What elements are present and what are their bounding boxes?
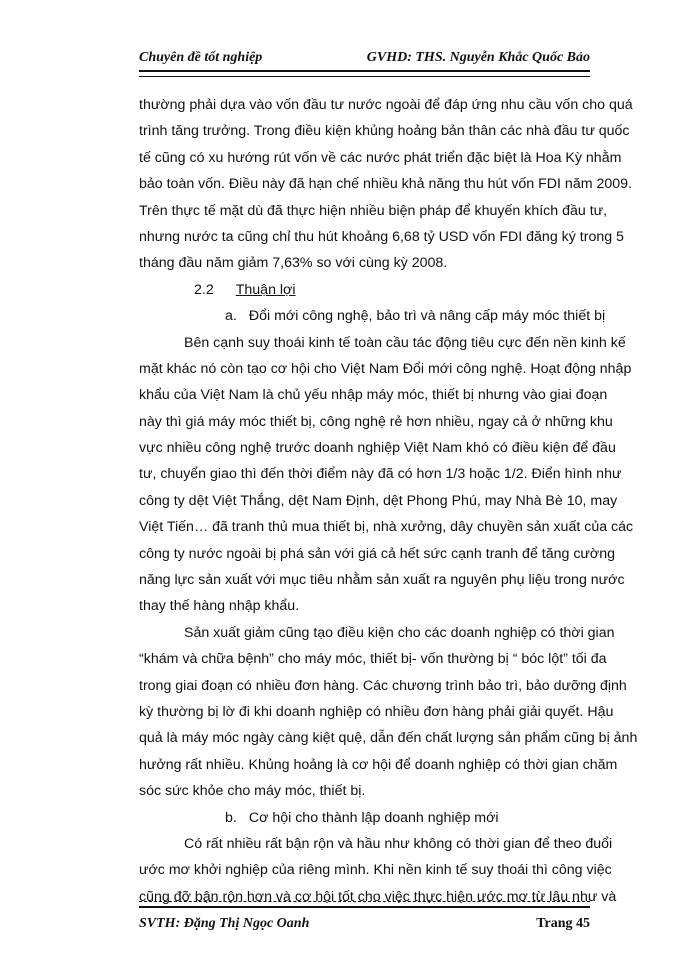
subsection-letter: b. <box>225 809 237 826</box>
text-line: thường phải dựa vào vốn đầu tư nước ngoài để đáp ứng nhu cầu vốn cho quá <box>139 97 633 113</box>
text-line: Sản xuất giảm cũng tạo điều kiện cho các doanh nghiệp có thời gian <box>184 624 615 641</box>
text-line: sóc sức khỏe cho máy móc, thiết bị. <box>139 783 366 800</box>
text-line: mặt khác nó còn tạo cơ hội cho Việt Nam Đổi mới công nghệ. Hoạt động nhập <box>139 360 632 377</box>
subsection-title: Đổi mới công nghệ, bảo trì và nâng cấp máy móc thiết bị <box>248 308 606 325</box>
text-line: hưởng rất nhiều. Khủng hoảng là cơ hội để doanh nghiệp có thời gian chăm <box>139 756 618 773</box>
text-line: năng lực sản xuất với mục tiêu nhằm sản xuất ra nguyên phụ liệu trong nước <box>139 572 625 589</box>
document-body <box>139 92 638 910</box>
text-line: tháng đầu năm giảm 7,63% so với cùng kỳ 2008. <box>139 255 448 272</box>
text-line: bảo toàn vốn. Điều này đã hạn chế nhiều khả năng thu hút vốn FDI năm 2009. <box>139 176 632 193</box>
text-line: này thì giá máy móc thiết bị, công nghệ rẻ hơn nhiều, ngay cả ở những khu <box>139 413 613 430</box>
text-line: ước mơ khởi nghiệp của riêng mình. Khi nền kinh tế suy thoái thì công việc <box>139 862 612 879</box>
footer-rule <box>139 901 590 908</box>
text-line: tế cũng có xu hướng rút vốn về các nước phát triển đặc biệt là Hoa Kỳ nhằm <box>139 149 622 166</box>
text-line: kỳ thường bị lờ đi khi doanh nghiệp có nhiều đơn hàng phải giải quyết. Hậu <box>139 703 614 720</box>
text-line: khẩu của Việt Nam là chủ yếu nhập máy móc, thiết bị nhưng vào giai đoạn <box>139 387 608 404</box>
text-line: thay thế hàng nhập khẩu. <box>139 598 300 615</box>
text-line: trình tăng trưởng. Trong điều kiện khủng hoảng bản thân các nhà đầu tư quốc <box>139 123 630 140</box>
section-heading-2-2 <box>139 277 590 303</box>
subsection-title: Cơ hội cho thành lập doanh nghiệp mới <box>248 809 499 826</box>
section-number: 2.2 <box>194 281 214 298</box>
subsection-letter: a. <box>225 308 237 325</box>
text-line: công ty dệt Việt Thắng, dệt Nam Định, dệt Phong Phú, may Nhà Bè 10, may <box>139 492 618 509</box>
text-line: trong giai đoạn có nhiều đơn hàng. Các chương trình bảo trì, bảo dưỡng định <box>139 677 627 694</box>
page-header <box>139 50 590 66</box>
text-line: vực nhiều công nghệ trước doanh nghiệp Việt Nam khó có điều kiện để đầu <box>139 440 616 457</box>
section-title: Thuận lợi <box>235 281 296 298</box>
text-line: cũng đỡ bận rộn hơn và cơ hội tốt cho việc thực hiện ước mơ từ lâu như và <box>139 888 617 905</box>
page-number: Trang 45 <box>536 916 590 931</box>
text-line: quả là máy móc ngày càng kiệt quệ, dẫn đến chất lượng sản phẩm cũng bị ảnh <box>139 730 638 747</box>
text-line: Việt Tiến… đã tranh thủ mua thiết bị, nhà xưởng, dây chuyền sản xuất của các <box>139 519 634 536</box>
text-line: Trên thực tế mặt dù đã thực hiện nhiều biện pháp để khuyến khích đầu tư, <box>139 202 608 219</box>
header-rule <box>139 70 590 77</box>
header-left: Chuyên đề tốt nghiệp <box>139 50 263 65</box>
subsection-heading-b <box>139 805 590 831</box>
text-line: công ty nước ngoài bị phá sản với giá cả hết sức cạnh tranh để tăng cường <box>139 545 616 562</box>
footer-author: SVTH: Đặng Thị Ngọc Oanh <box>139 916 310 931</box>
text-line: Bên cạnh suy thoái kinh tế toàn cầu tác động tiêu cực đến nền kinh kế <box>184 334 626 351</box>
header-right: GVHD: THS. Nguyễn Khắc Quốc Bảo <box>366 50 590 65</box>
text-line: Có rất nhiều rất bận rộn và hầu như không có thời gian để theo đuổi <box>184 835 613 852</box>
text-line: tư, chuyển giao thì đến thời điểm này đã có hơn 1/3 hoặc 1/2. Điển hình như <box>139 466 622 483</box>
text-line: nhưng nước ta cũng chỉ thu hút khoảng 6,68 tỷ USD vốn FDI đăng ký trong 5 <box>139 228 624 245</box>
page-footer <box>139 916 590 932</box>
subsection-heading-a <box>139 303 606 329</box>
text-line: “khám và chữa bệnh” cho máy móc, thiết bị- vốn thường bị “ bóc lột” tối đa <box>139 651 607 668</box>
